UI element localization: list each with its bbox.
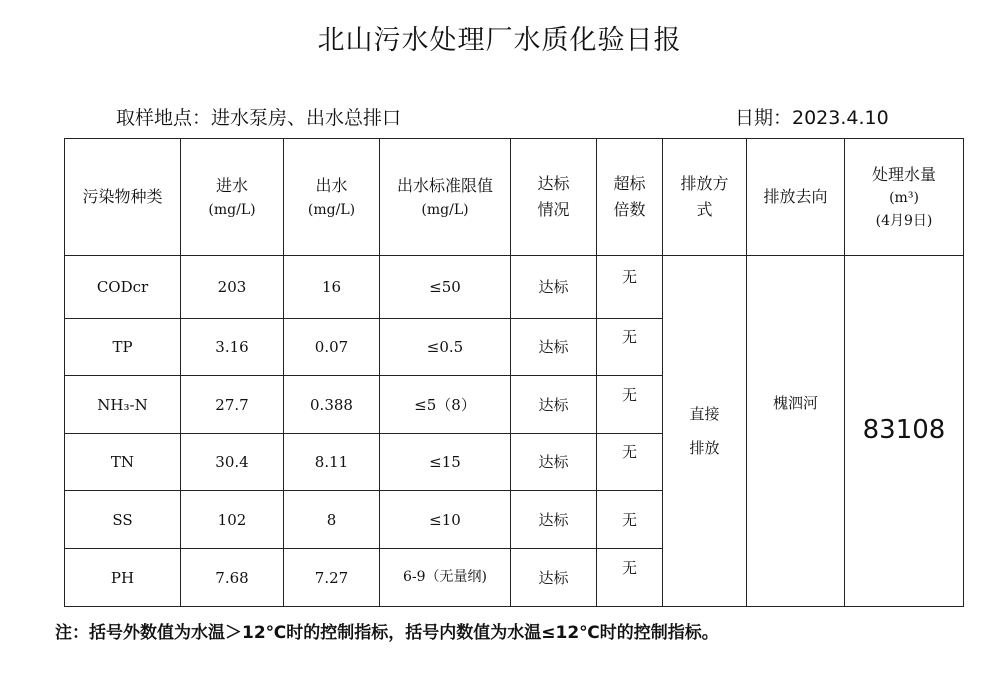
cell-pollutant: TN: [65, 434, 181, 491]
header-limit: 出水标准限值 (mg/L): [380, 139, 511, 256]
cell-influent: 27.7: [181, 376, 284, 434]
cell-influent: 3.16: [181, 319, 284, 376]
sampling-location: 取样地点：进水泵房、出水总排口: [116, 107, 402, 129]
cell-exceed: 无: [597, 549, 663, 607]
cell-compliance: 达标: [511, 319, 597, 376]
header-pollutant: 污染物种类: [65, 139, 181, 256]
cell-effluent: 8: [284, 491, 380, 549]
cell-compliance: 达标: [511, 256, 597, 319]
header-effluent: 出水 (mg/L): [284, 139, 380, 256]
cell-influent: 102: [181, 491, 284, 549]
cell-pollutant: TP: [65, 319, 181, 376]
cell-compliance: 达标: [511, 434, 597, 491]
cell-pollutant: NH₃-N: [65, 376, 181, 434]
cell-compliance: 达标: [511, 549, 597, 607]
report-date: 日期：2023.4.10: [735, 107, 889, 129]
cell-effluent: 8.11: [284, 434, 380, 491]
header-discharge-dest: 排放去向: [747, 139, 845, 256]
water-quality-table: [64, 138, 964, 607]
cell-influent: 30.4: [181, 434, 284, 491]
cell-discharge-dest: 槐泗河: [747, 256, 845, 607]
cell-effluent: 7.27: [284, 549, 380, 607]
cell-pollutant: PH: [65, 549, 181, 607]
cell-exceed: 无: [597, 491, 663, 549]
header-influent: 进水 (mg/L): [181, 139, 284, 256]
cell-limit: ≤10: [380, 491, 511, 549]
cell-effluent: 0.388: [284, 376, 380, 434]
cell-compliance: 达标: [511, 491, 597, 549]
footnote: 注：括号外数值为水温＞12℃时的控制指标，括号内数值为水温≤12℃时的控制指标。: [55, 623, 719, 643]
cell-limit: ≤0.5: [380, 319, 511, 376]
cell-compliance: 达标: [511, 376, 597, 434]
cell-influent: 203: [181, 256, 284, 319]
cell-limit: 6-9（无量纲): [380, 549, 511, 607]
cell-effluent: 0.07: [284, 319, 380, 376]
header-row: [65, 139, 964, 256]
cell-exceed: 无: [597, 434, 663, 491]
table-row: [65, 256, 964, 319]
cell-influent: 7.68: [181, 549, 284, 607]
cell-volume: 83108: [845, 256, 964, 607]
report-title: 北山污水处理厂水质化验日报: [317, 25, 682, 56]
cell-limit: ≤50: [380, 256, 511, 319]
header-exceed: 超标 倍数: [597, 139, 663, 256]
cell-discharge-method: 直接 排放: [663, 256, 747, 607]
cell-limit: ≤5（8）: [380, 376, 511, 434]
cell-exceed: 无: [597, 319, 663, 376]
header-volume: 处理水量 (m³) (4月9日): [845, 139, 964, 256]
cell-limit: ≤15: [380, 434, 511, 491]
cell-effluent: 16: [284, 256, 380, 319]
cell-pollutant: SS: [65, 491, 181, 549]
cell-exceed: 无: [597, 256, 663, 319]
cell-pollutant: CODcr: [65, 256, 181, 319]
cell-exceed: 无: [597, 376, 663, 434]
header-discharge-method: 排放方 式: [663, 139, 747, 256]
header-compliance: 达标 情况: [511, 139, 597, 256]
